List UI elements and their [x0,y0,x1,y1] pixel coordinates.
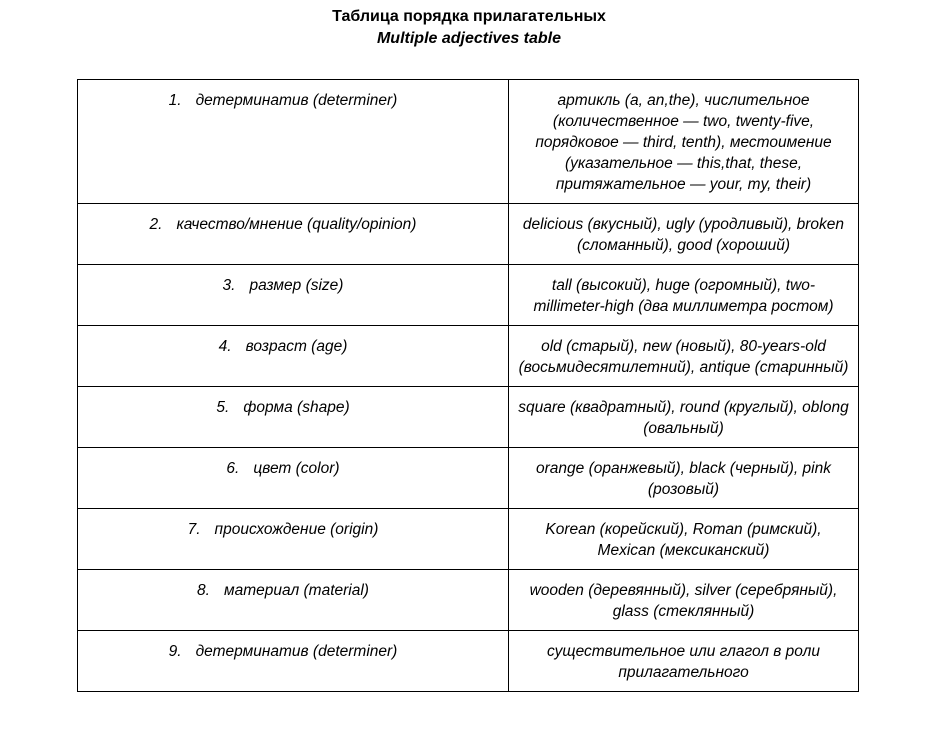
category-cell [78,570,509,631]
examples-cell: delicious (вкусный), ugly (уродливый), broken (сломанный), good (хороший) [509,204,859,265]
examples-cell: Korean (корейский), Roman (римский), Mexican (мексиканский) [509,509,859,570]
category-label: качество/мнение (quality/opinion) [176,216,417,233]
category-cell [78,265,509,326]
category-cell [78,326,509,387]
category-label: размер (size) [249,277,344,294]
row-number: 9. [168,643,182,660]
examples-cell: артикль (a, an,the), числительное (количественное — two, twenty-five, порядковое — third, tenth), местоимение (указательное — this,that, these, притяжательное — your, my, their) [509,80,859,204]
row-number: 5. [216,399,230,416]
row-number: 4. [218,338,232,355]
category-label: детерминатив (determiner) [195,643,398,660]
category-label: материал (material) [223,582,369,599]
category-label: цвет (color) [253,460,340,477]
examples-cell: old (старый), new (новый), 80-years-old (восьмидесятилетний), antique (старинный) [509,326,859,387]
category-label: форма (shape) [243,399,350,416]
table-row [78,80,859,204]
category-label: происхождение (origin) [214,521,379,538]
category-cell [78,80,509,204]
table-row [78,448,859,509]
row-number: 2. [149,216,163,233]
category-label: детерминатив (determiner) [195,92,398,109]
examples-cell: orange (оранжевый), black (черный), pink (розовый) [509,448,859,509]
row-number: 8. [197,582,210,599]
category-cell [78,509,509,570]
category-cell [78,631,509,692]
adjectives-order-table [77,79,859,692]
examples-cell: tall (высокий), huge (огромный), two-millimeter-high (два миллиметра ростом) [509,265,859,326]
title-english: Multiple adjectives table [376,30,562,47]
category-label: возраст (age) [245,338,348,355]
row-number: 1. [168,92,182,109]
category-cell [78,387,509,448]
table-row [78,509,859,570]
table-row [78,326,859,387]
table-row [78,631,859,692]
examples-cell: существительное или глагол в роли прилагательного [509,631,859,692]
row-number: 3. [222,277,236,294]
examples-cell: square (квадратный), round (круглый), oblong (овальный) [509,387,859,448]
table-row [78,570,859,631]
category-cell [78,448,509,509]
table-row [78,265,859,326]
table-row [78,204,859,265]
examples-cell: wooden (деревянный), silver (серебряный), glass (стеклянный) [509,570,859,631]
category-cell [78,204,509,265]
table-row [78,387,859,448]
row-number: 6. [226,460,240,477]
title-russian: Таблица порядка прилагательных [332,8,606,25]
title-block [0,6,938,50]
row-number: 7. [187,521,201,538]
